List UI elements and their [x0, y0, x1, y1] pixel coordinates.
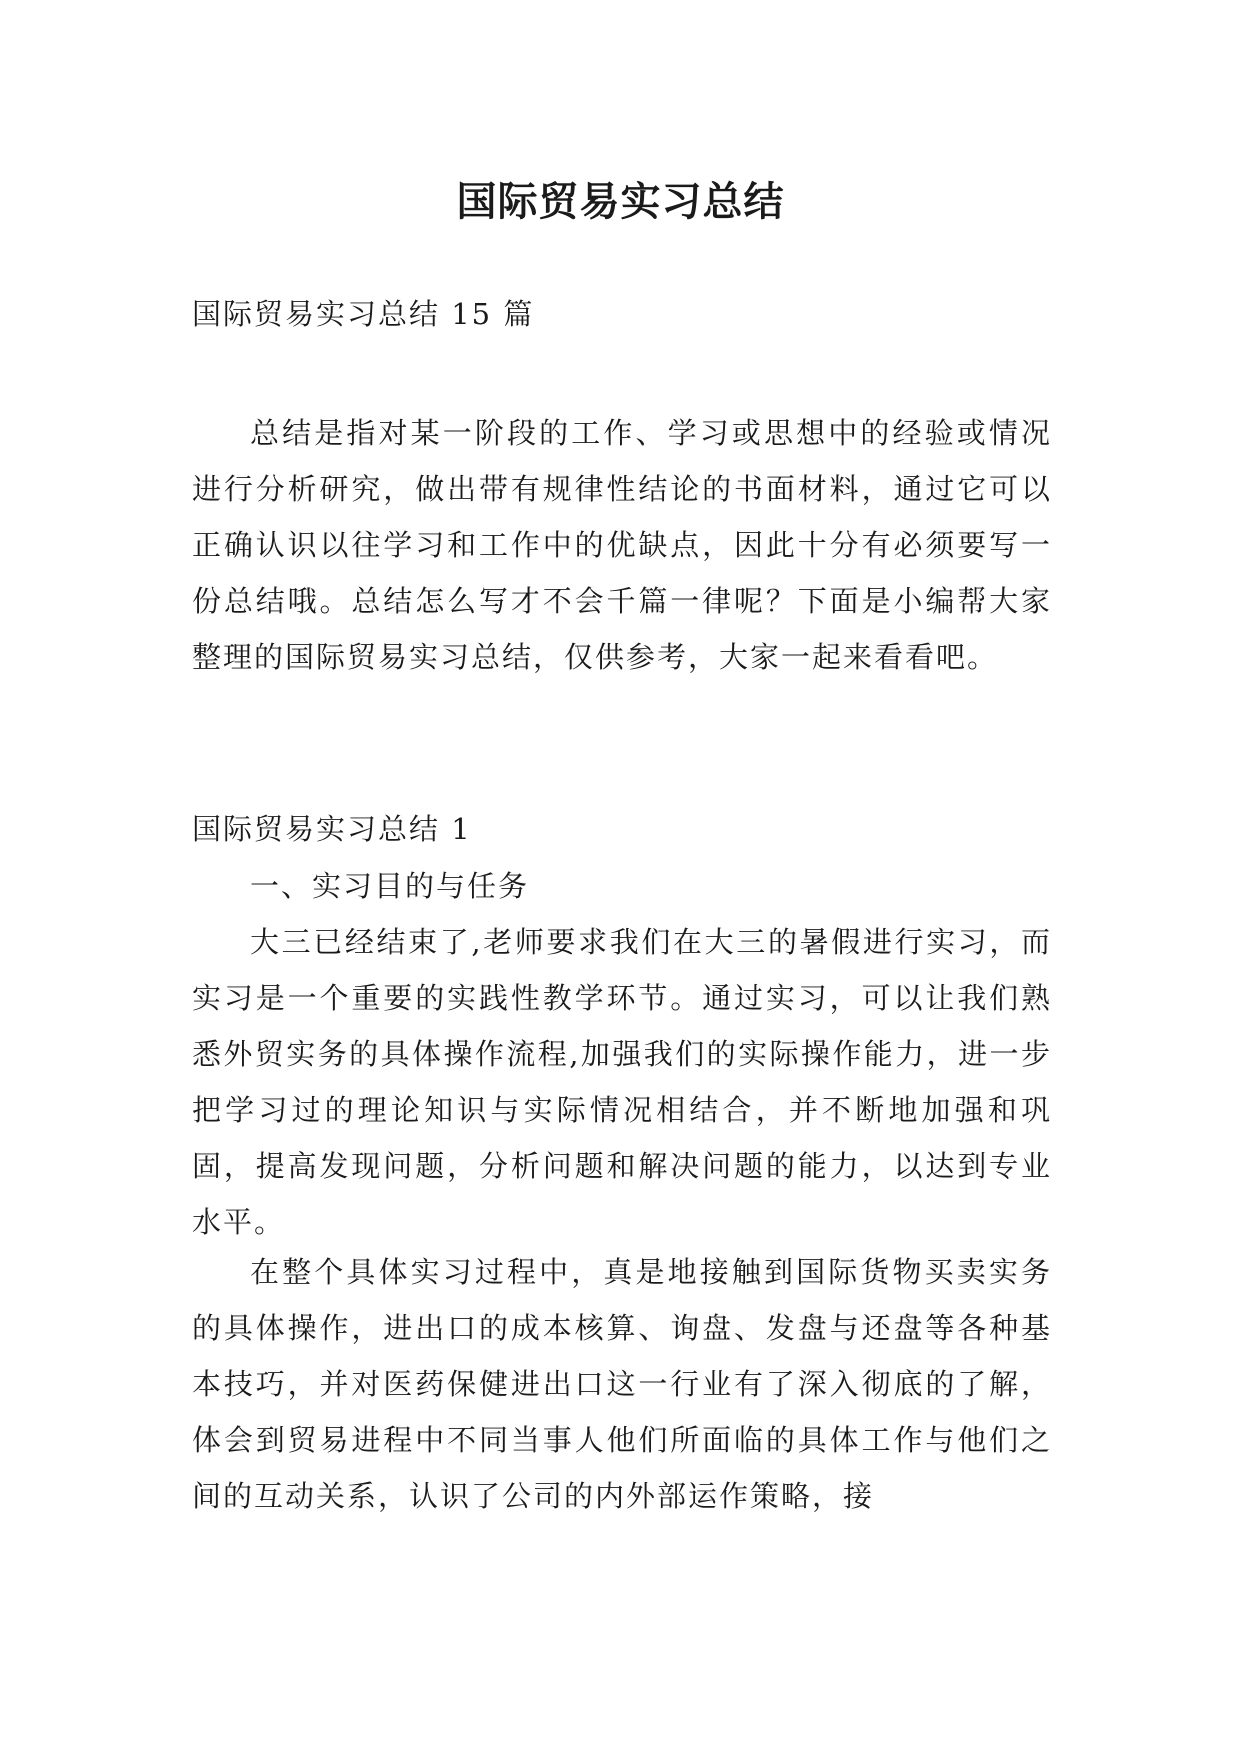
document-subtitle: 国际贸易实习总结 15 篇	[192, 297, 535, 331]
body-paragraph: 大三已经结束了,老师要求我们在大三的暑假进行实习，而实习是一个重要的实践性教学环节。通过实习，可以让我们熟悉外贸实务的具体操作流程,加强我们的实际操作能力，进一步把学习过的理论知识与实际情况相结合，并不断地加强和巩固，提高发现问题，分析问题和解决问题的能力，以达到专业水平。	[192, 925, 1052, 1239]
section-title: 国际贸易实习总结 1	[192, 812, 472, 846]
document-title: 国际贸易实习总结	[456, 178, 785, 225]
section-heading: 一、实习目的与任务	[250, 869, 530, 903]
body-paragraph: 在整个具体实习过程中，真是地接触到国际货物买卖实务的具体操作，进出口的成本核算、询盘、发盘与还盘等各种基本技巧，并对医药保健进出口这一行业有了深入彻底的了解，体会到贸易进程中不同当事人他们所面临的具体工作与他们之间的互动关系，认识了公司的内外部运作策略，接	[192, 1255, 1052, 1513]
intro-paragraph: 总结是指对某一阶段的工作、学习或思想中的经验或情况进行分析研究，做出带有规律性结论的书面材料，通过它可以正确认识以往学习和工作中的优缺点，因此十分有必须要写一份总结哦。总结怎么写才不会千篇一律呢？下面是小编帮大家整理的国际贸易实习总结，仅供参考，大家一起来看看吧。	[192, 416, 1052, 674]
